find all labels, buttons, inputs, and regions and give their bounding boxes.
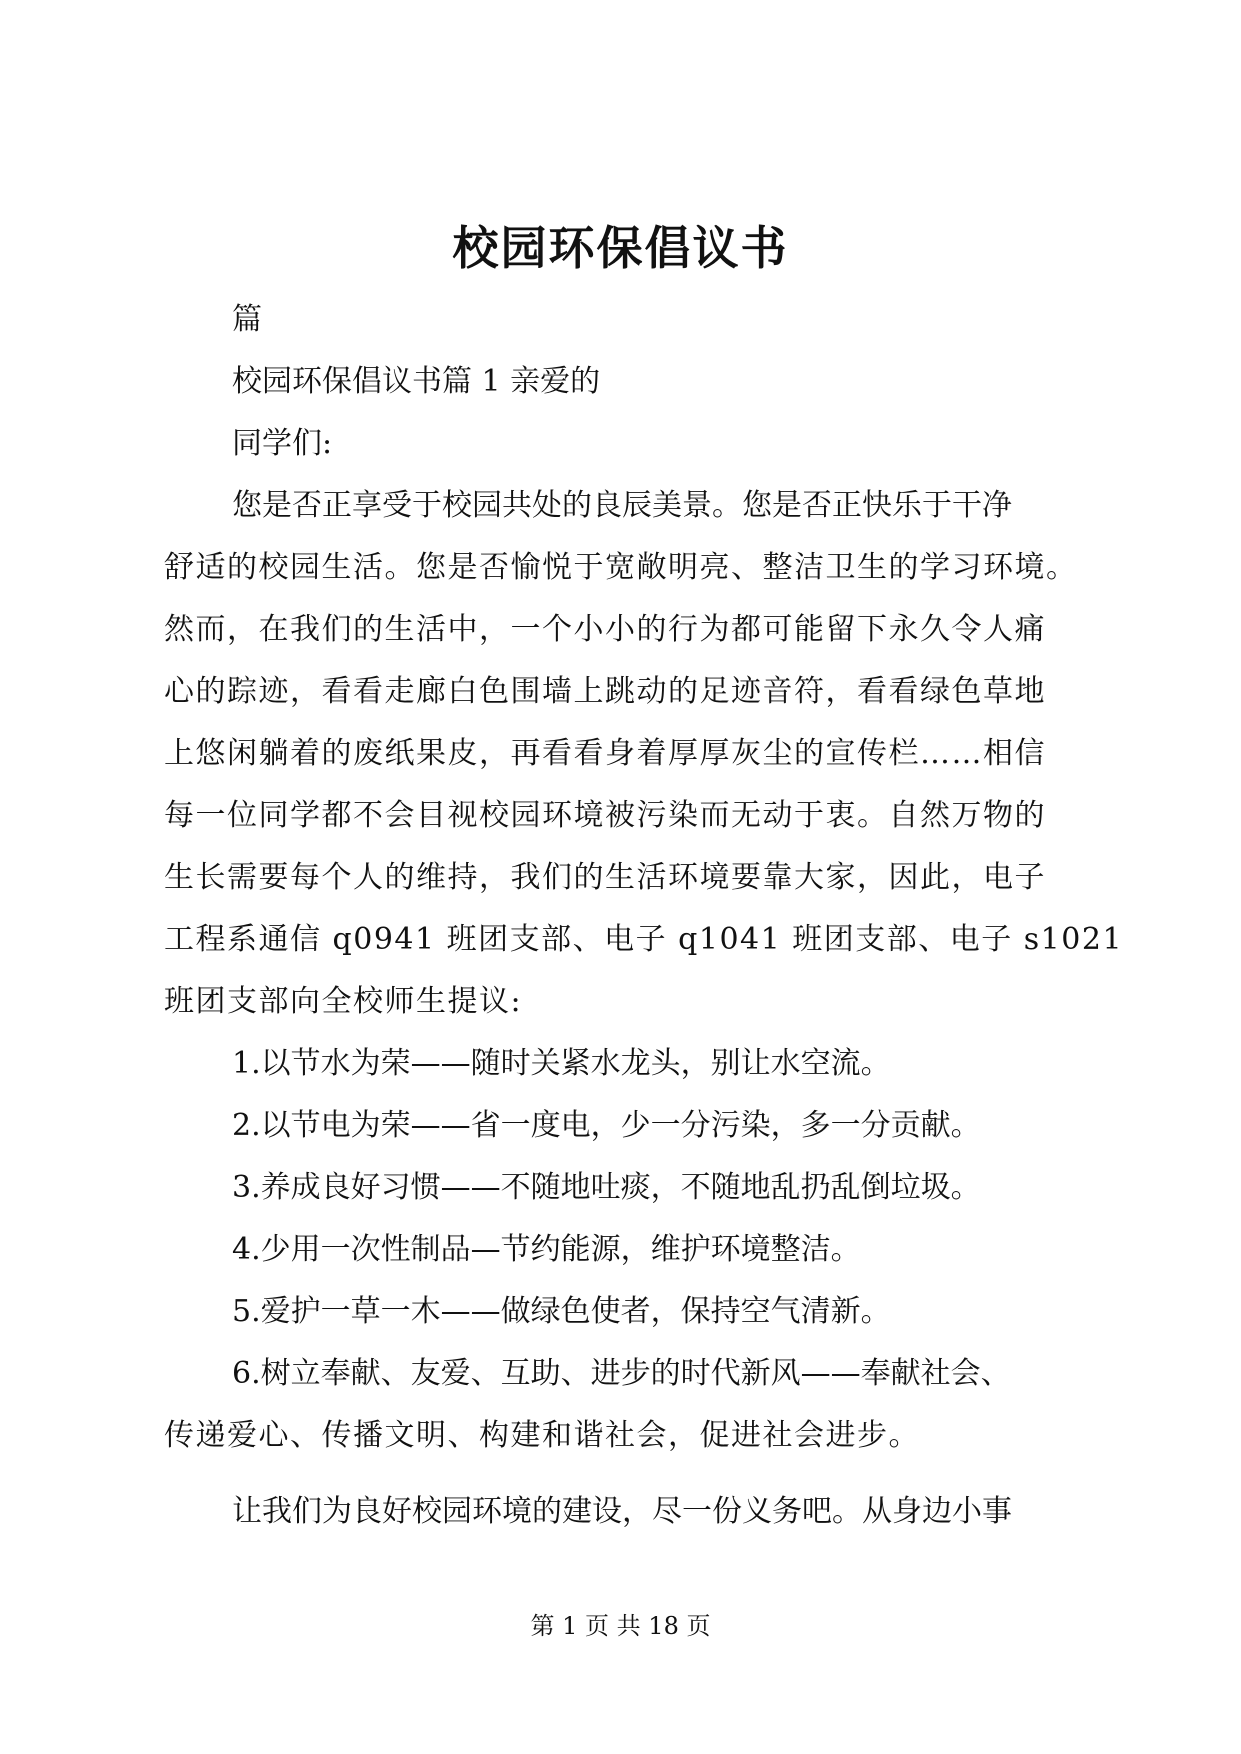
page-footer: 第 1 页 共 18 页 [530, 1612, 711, 1640]
document-title: 校园环保倡议书 [452, 221, 789, 275]
document-page: 校园环保倡议书 篇 校园环保倡议书篇 1 亲爱的 同学们: 您是否正享受于校园共处的良辰美景。您是否正快乐于干净 舒适的校园生活。您是否愉悦于宽敞明亮、整洁卫生的学习环境。 然而，在我们的生活中，一个小小的行为都可能留下永久令人痛 心的踪迹，看看走廊白色围墙上跳动的足迹音符，看看绿色草地 上悠闲躺着的废纸果皮，再看看身着厚厚灰尘的宣传栏……相信 每一位同学都不会目视校园环境被污染而无动于衷。自然万物的 生长需要每个人的维持，我们的生活环境要靠大家，因此，电子 工程系通信 q0941 班团支部、电子 q1041 班团支部、电子 s1021 班团支部向全校师生提议: 1.以节水为荣——随时关紧水龙头，别让水空流。 2.以节电为荣——省一度电，少一分污染，多一分贡献。 3.养成良好习惯——不随地吐痰，不随地乱扔乱倒垃圾。 4.少用一次性制品—节约能源，维护环境整洁。 5.爱护一草一木——做绿色使者，保持空气清新。 6.树立奉献、友爱、互助、进步的时代新风——奉献社会、 传递爱心、传播文明、构建和谐社会，促进社会进步。 让我们为良好校园环境的建设，尽一份义务吧。从身边小事 第 1 页 共 18 页 [0, 0, 1241, 1754]
